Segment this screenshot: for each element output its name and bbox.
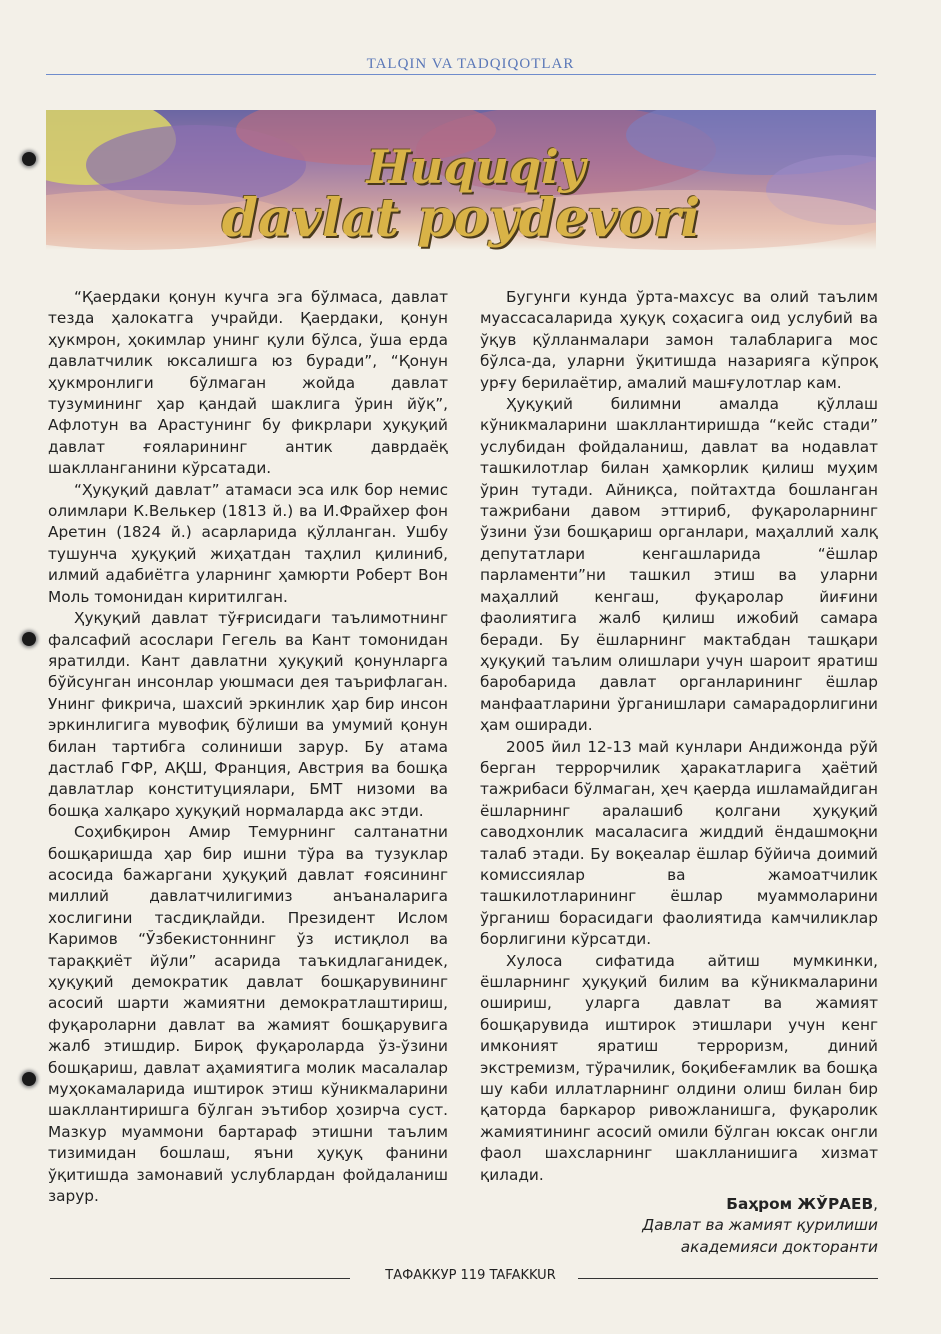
page-footer: [0, 1268, 941, 1288]
author-signature: [480, 1194, 878, 1258]
binder-hole: [22, 152, 36, 166]
body-paragraph: Соҳибқирон Амир Темурнинг салтанатни бошқаришда ҳар бир ишни тўра ва тузуклар асосида бажаргани ҳуқуқий давлат ғоясининг миллий давлатчилигимиз анъаналарига хослигини тасдиқлайди. Президент Ислом Каримов “Ўзбекистоннинг ўз истиқлол ва тараққиёт йўли” асарида таъкидлаганидек, ҳуқуқий демократик давлат бошқарувининг асосий шарти жамиятни демократлаштириш, фуқароларни давлат ва жамият бошқарувига жалб этишдир. Бироқ фуқароларда ўз-ўзини бошқариш, давлат аҳамиятига молик масалалар муҳокамаларида иштирок этиш кўникмаларини шакллантиришга бўлган эътибор ҳозирча суст. Мазкур муаммони бартараф этишни таълим тизимидан бошлаш, яъни ҳуқуқ фанини ўқитишда замонавий услублардан фойдаланиш зарур.: [48, 823, 448, 1206]
binder-hole: [22, 632, 36, 646]
article-title-line-2: davlat poydevori: [221, 188, 701, 249]
running-head: TALQIN VA TADQIQOTLAR: [366, 56, 575, 72]
author-name: Баҳром ЖЎРАЕВ: [726, 1195, 874, 1214]
body-paragraph: Хулоса сифатида айтиш мумкинки, ёшларнинг ҳуқуқий билим ва кўникмаларини ошириш, уларга давлат ва жамият бошқарувида иштирок этишлари учун кенг имконият яратиш терроризм, диний экстремизм, тўрачилик, боқибеғамлик ва бошқа шу каби иллатларнинг олдини олиш билан бир қаторда баркарор ривожланишга, фуқаролик жамиятининг асосий омили бўлган юксак онгли фаол шахсларнинг шаклланишига хизмат қилади.: [480, 951, 878, 1184]
footer-page-label: ТАФАККУР 119 TAFAKKUR: [385, 1268, 556, 1283]
body-paragraph: 2005 йил 12-13 май кунлари Андижонда рўй берган террорчилик ҳаракатларига ҳаётий тажрибаси бўлмаган, ҳеч қаерда ишламайдиган ёшларнинг аралашиб қолгани ҳуқуқий саводхонлик масаласига жиддий ёндашмоқни талаб этади. Бу воқеалар ёшлар бўйича доимий комиссиялар ва жамоатчилик ташкилотларининг ёшлар муаммоларини ўрганиш борасидаги фаолиятида камчиликлар борлигини кўрсатди.: [480, 737, 878, 949]
body-paragraph: Бугунги кунда ўрта-махсус ва олий таълим муассасаларида ҳуқуқ соҳасига оид услубий ва ўқув қўлланмалари замон талабларига мос бўлса-да, уларни ўқитишда назарияга кўпроқ урғу берилаётир, амалий машғулотлар кам.: [480, 288, 878, 392]
article-title-line-1: Huquqiy: [366, 140, 586, 194]
left-column: [48, 287, 448, 1207]
binder-hole: [22, 1072, 36, 1086]
body-paragraph: “Ҳуқуқий давлат” атамаси эса илк бор немис олимлари К.Велькер (1813 й.) ва И.Фрайхер фон Аретин (1824 й.) асарларида қўлланган. Ушбу тушунча ҳуқуқий жиҳатдан таҳлил қилиниб, илмий адабиётга уларнинг ҳамюрти Роберт Вон Моль томонидан киритилган.: [48, 480, 448, 606]
body-paragraph: “Қаердаки қонун кучга эга бўлмаса, давлат тезда ҳалокатга учрайди. Қаердаки, қонун ҳукмрон, ҳокимлар унинг қули бўлса, ўша ерда давлатчилик юксалишга юз буради”, “Қонун ҳукмронлиги бўлмаган жойда давлат тузумининг ҳар қандай шаклига ўрин йўқ”, Афлотун ва Арастунинг бу фикрлари ҳуқуқий давлат ғояларининг антик даврдаёқ шаклланганини кўрсатади.: [48, 288, 448, 478]
right-column: [480, 287, 878, 1258]
body-paragraph: Ҳуқуқий билимни амалда қўллаш кўникмаларини шакллантиришда “кейс стади” услубидан фойдаланиш, давлат ва нодавлат ташкилотлар билан ҳамкорлик қилиш муҳим ўрин тутади. Айниқса, пойтахтда бошланган тажрибани давом эттириб, фуқароларнинг ўзини ўзи бошқариш органлари, маҳаллий халқ депутатлари кенгашларида “ёшлар парламенти”ни ташкил этиш ва уларни маҳаллий кенгаш, фуқаролар йиғини фаолиятига жалб қилиш ижобий самара беради. Бу ёшларнинг мактабдан ташқари ҳуқуқий таълим олишлари учун шароит яратиш баробарида давлат органларининг ёшлар манфаатларини ўрганишлари самарадорлигини ҳам оширади.: [480, 395, 878, 735]
author-name-suffix: ,: [873, 1195, 878, 1214]
body-paragraph: Ҳуқуқий давлат тўғрисидаги таълимотнинг фалсафий асослари Гегель ва Кант томонидан яратилди. Кант давлатни ҳуқуқий қонунларга бўйсунган инсонлар уюшмаси дея таърифлаган. Унинг фикрича, шахсий эркинлик ҳар бир инсон эркинлигига мувофиқ бўлиши ва умумий қонун билан тартибга солиниши зарур. Бу атама дастлаб ГФР, АҚШ, Франция, Австрия ва бошқа давлатлар конституциялари, БМТ низоми ва бошқа халқаро ҳуқуқий нормаларда акс этди.: [48, 609, 448, 820]
header-rule: [46, 74, 876, 75]
author-role-line-1: Давлат ва жамият қурилиши: [642, 1216, 878, 1235]
author-role-line-2: академияси докторанти: [680, 1237, 878, 1256]
footer-rule-right: [578, 1278, 878, 1279]
title-banner: [46, 110, 876, 250]
